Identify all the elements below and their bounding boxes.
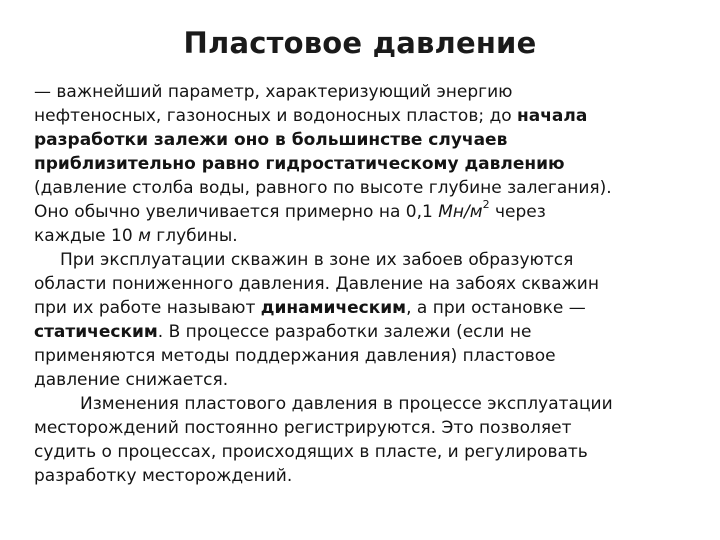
paragraph-3 xyxy=(34,392,694,488)
text-line: — важнейший параметр, характеризующий энергию xyxy=(34,82,513,102)
text-line: При эксплуатации скважин в зоне их забоев образуются xyxy=(60,250,574,270)
text-line xyxy=(34,200,694,224)
superscript: 2 xyxy=(482,198,490,212)
text-run: Оно обычно увеличивается примерно на 0,1 xyxy=(34,202,439,222)
text-run: каждые 10 xyxy=(34,226,139,246)
bold-run: динамическим xyxy=(260,298,407,318)
unit-run: м xyxy=(138,226,151,246)
bold-run: статическим xyxy=(34,322,158,342)
text-line: судить о процессах, происходящих в пласте, и регулировать xyxy=(34,442,588,462)
text-line xyxy=(34,296,694,320)
text-line: применяются методы поддержания давления) пластовое xyxy=(34,346,556,366)
text-line xyxy=(34,224,694,248)
slide-title: Пластовое давление xyxy=(183,26,537,60)
text-line: разработку месторождений. xyxy=(34,466,293,486)
text-line: месторождений постоянно регистрируются. Это позволяет xyxy=(34,418,572,438)
text-run: при их работе называют xyxy=(34,298,261,318)
text-run: , а при остановке — xyxy=(406,298,586,318)
bold-line: приблизительно равно гидростатическому давлению xyxy=(34,154,565,174)
text-line: давление снижается. xyxy=(34,370,229,390)
unit-run: Мн/м xyxy=(438,202,483,222)
text-line xyxy=(34,104,694,128)
text-run: . В процессе разработки залежи (если не xyxy=(157,322,532,342)
bold-run: начала xyxy=(517,106,588,126)
text-run: через xyxy=(489,202,546,222)
text-line: (давление столба воды, равного по высоте глубине залегания). xyxy=(34,178,612,198)
paragraph-1 xyxy=(34,80,694,248)
text-line xyxy=(34,320,694,344)
slide-body xyxy=(34,80,694,488)
text-line: Изменения пластового давления в процессе эксплуатации xyxy=(80,394,613,414)
text-line: области пониженного давления. Давление на забоях скважин xyxy=(34,274,599,294)
paragraph-2 xyxy=(34,248,694,392)
text-run: глубины. xyxy=(150,226,238,246)
text-run: нефтеносных, газоносных и водоносных пластов; до xyxy=(34,106,518,126)
bold-line: разработки залежи оно в большинстве случаев xyxy=(34,130,508,150)
